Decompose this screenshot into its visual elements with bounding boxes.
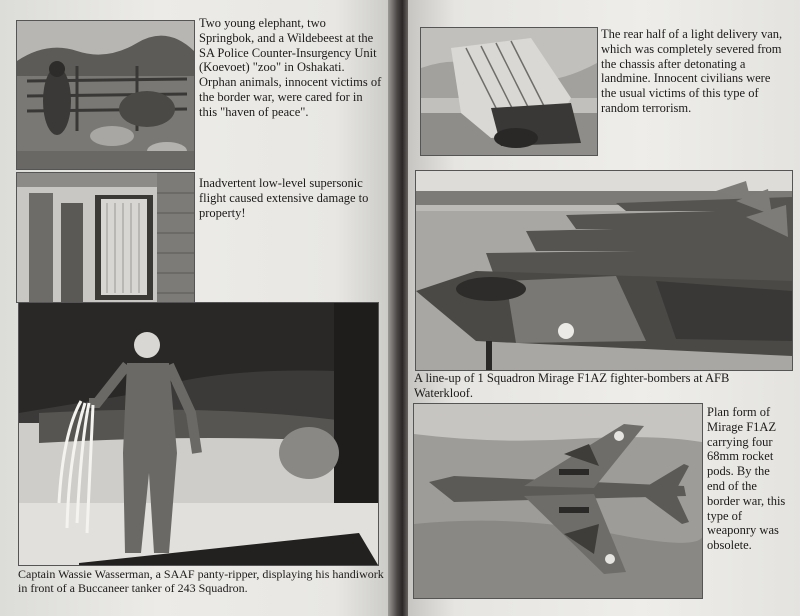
photo-captain-buccaneer: [18, 302, 379, 566]
caption-lineup: A line-up of 1 Squadron Mirage F1AZ fighter-bombers at AFB Waterkloof.: [414, 371, 730, 400]
photo-zoo-animals: [16, 20, 195, 170]
caption-captain: Captain Wassie Wasserman, a SAAF panty-ripper, displaying his handiwork in front of a Buccaneer tanker of 243 Squadron.: [18, 567, 384, 595]
caption-van: The rear half of a light delivery van, which was completely severed from the chassis after detonating a landmine. Innocent civilians were the usual victims of this type of random terrorism.: [601, 27, 783, 115]
caption-planform: Plan form of Mirage F1AZ carrying four 68mm rocket pods. By the end of the border war, this type of weaponry was obsolete.: [707, 405, 786, 553]
photo-destroyed-van: [420, 27, 598, 156]
photo-mirage-planform: [413, 403, 703, 599]
photo-damaged-house: [16, 172, 195, 303]
caption-damage: Inadvertent low-level supersonic flight caused extensive damage to property!: [199, 176, 369, 220]
caption-zoo: Two young elephant, two Springbok, and a Wildebeest at the SA Police Counter-Insurgency Unit (Koevoet) "zoo" in Oshakati. Orphan animals, innocent victims of the border war, were cared for in this "haven of peace".: [199, 16, 382, 119]
photo-mirage-lineup: [415, 170, 793, 371]
